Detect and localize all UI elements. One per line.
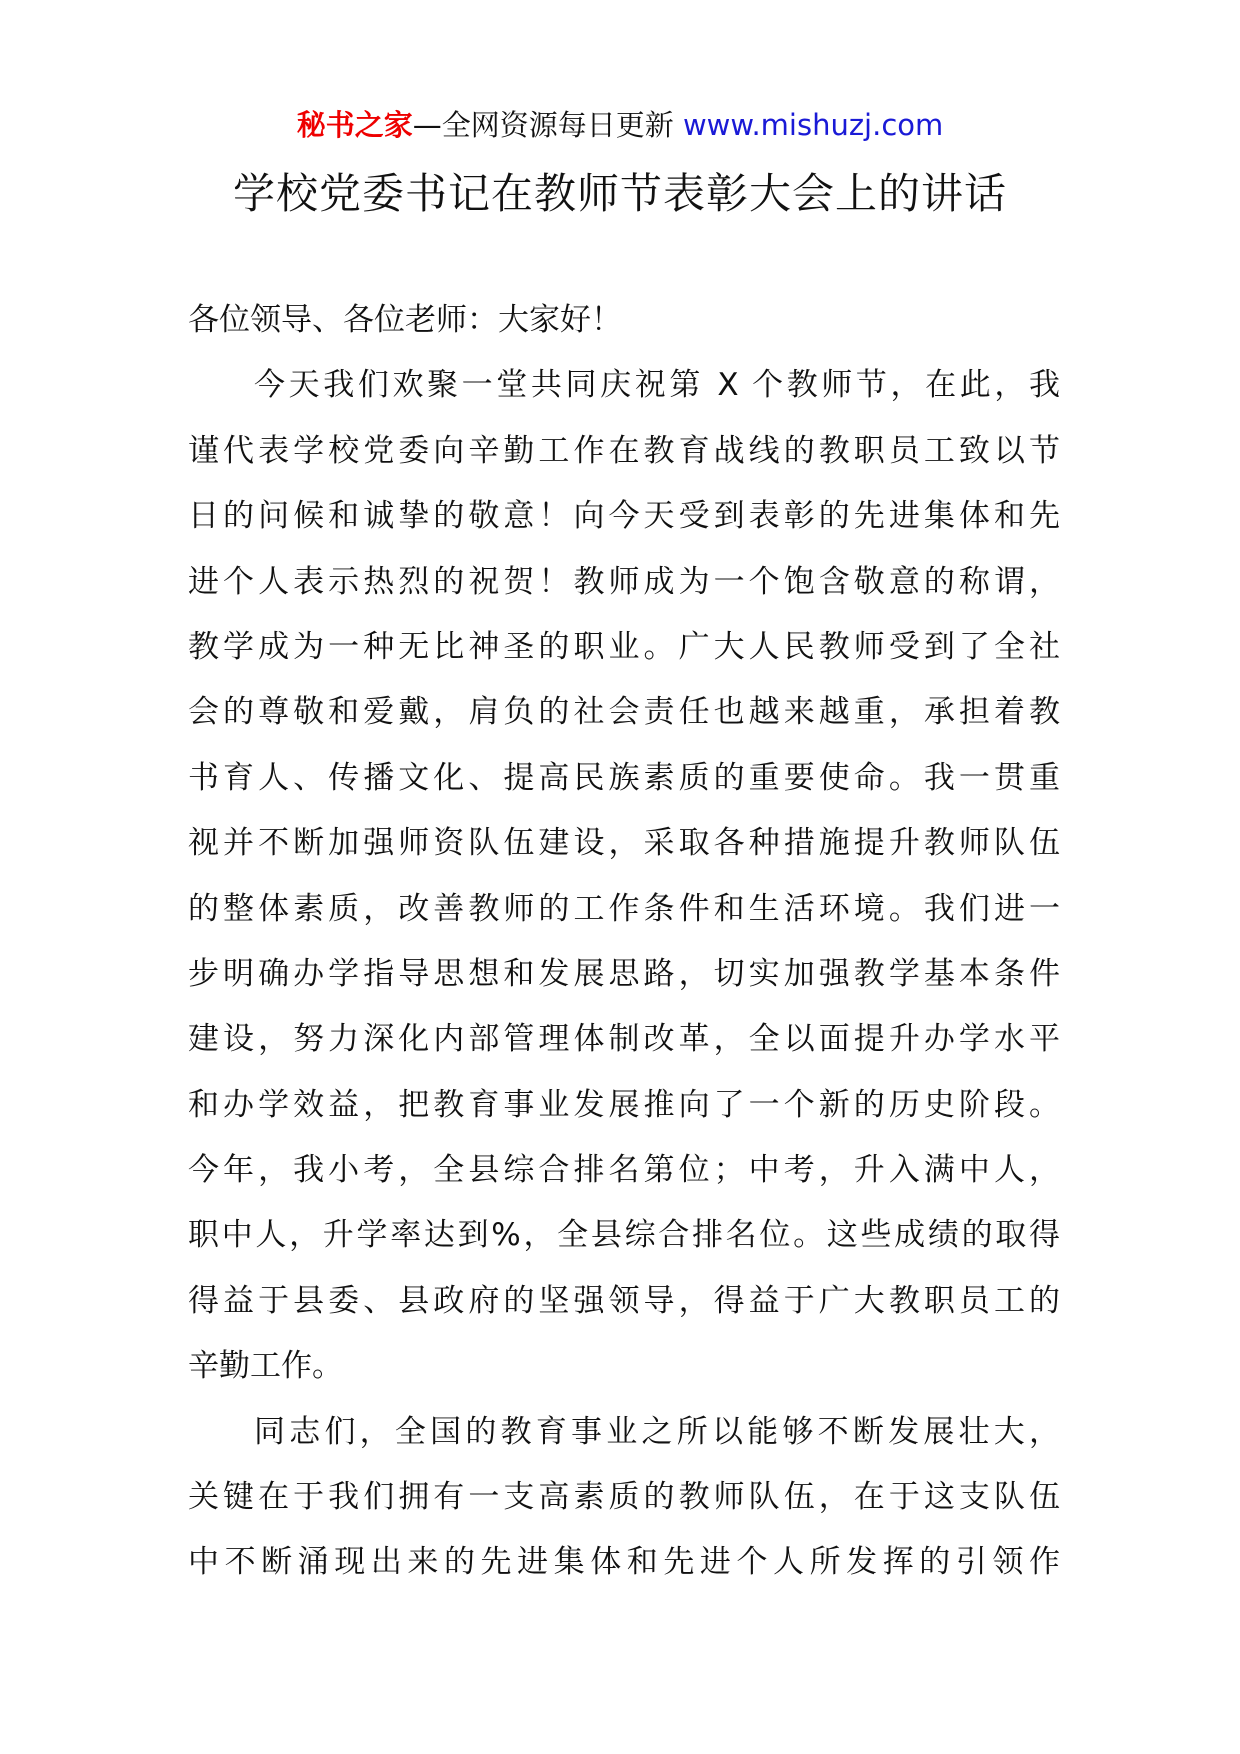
body-line: 和办学效益，把教育事业发展推向了一个新的历史阶段。 [188, 1086, 1060, 1123]
salutation-line: 各位领导、各位老师：大家好！ [188, 302, 622, 338]
body-line: 关键在于我们拥有一支高素质的教师队伍，在于这支队伍 [188, 1479, 1060, 1516]
body-line: 得益于县委、县政府的坚强领导，得益于广大教职员工的 [188, 1282, 1060, 1319]
body-line: 建设，努力深化内部管理体制改革，全以面提升办学水平 [188, 1021, 1060, 1058]
site-url-link[interactable]: www.mishuzj.com [682, 108, 944, 142]
body-line: 步明确办学指导思想和发展思路，切实加强教学基本条件 [188, 955, 1060, 992]
document-title: 学校党委书记在教师节表彰大会上的讲话 [232, 169, 1007, 218]
body-line: 今年，我小考，全县综合排名第位；中考，升入满中人， [188, 1152, 1060, 1189]
body-line: 书育人、传播文化、提高民族素质的重要使命。我一贯重 [188, 759, 1060, 796]
body-line: 会的尊敬和爱戴，肩负的社会责任也越来越重，承担着教 [188, 694, 1060, 731]
body-line: 辛勤工作。 [188, 1348, 343, 1385]
banner-tagline: —全网资源每日更新 [412, 108, 674, 142]
body-line: 中不断涌现出来的先进集体和先进个人所发挥的引领作 [188, 1544, 1060, 1581]
site-banner [0, 103, 1240, 147]
body-line: 的整体素质，改善教师的工作条件和生活环境。我们进一 [188, 890, 1060, 927]
body-line: 职中人，升学率达到%，全县综合排名位。这些成绩的取得 [188, 1217, 1060, 1254]
body-line: 日的问候和诚挚的敬意！向今天受到表彰的先进集体和先 [188, 498, 1060, 535]
body-line: 视并不断加强师资队伍建设，采取各种措施提升教师队伍 [188, 825, 1060, 862]
brand-name: 秘书之家 [296, 108, 413, 142]
body-line: 教学成为一种无比神圣的职业。广大人民教师受到了全社 [188, 628, 1060, 665]
body-line: 同志们，全国的教育事业之所以能够不断发展壮大， [254, 1413, 1060, 1450]
body-line: 今天我们欢聚一堂共同庆祝第 X 个教师节，在此，我 [254, 367, 1060, 404]
body-line: 谨代表学校党委向辛勤工作在教育战线的教职员工致以节 [188, 432, 1060, 469]
speech-body [188, 288, 1060, 1596]
body-line: 进个人表示热烈的祝贺！教师成为一个饱含敬意的称谓， [188, 563, 1060, 600]
